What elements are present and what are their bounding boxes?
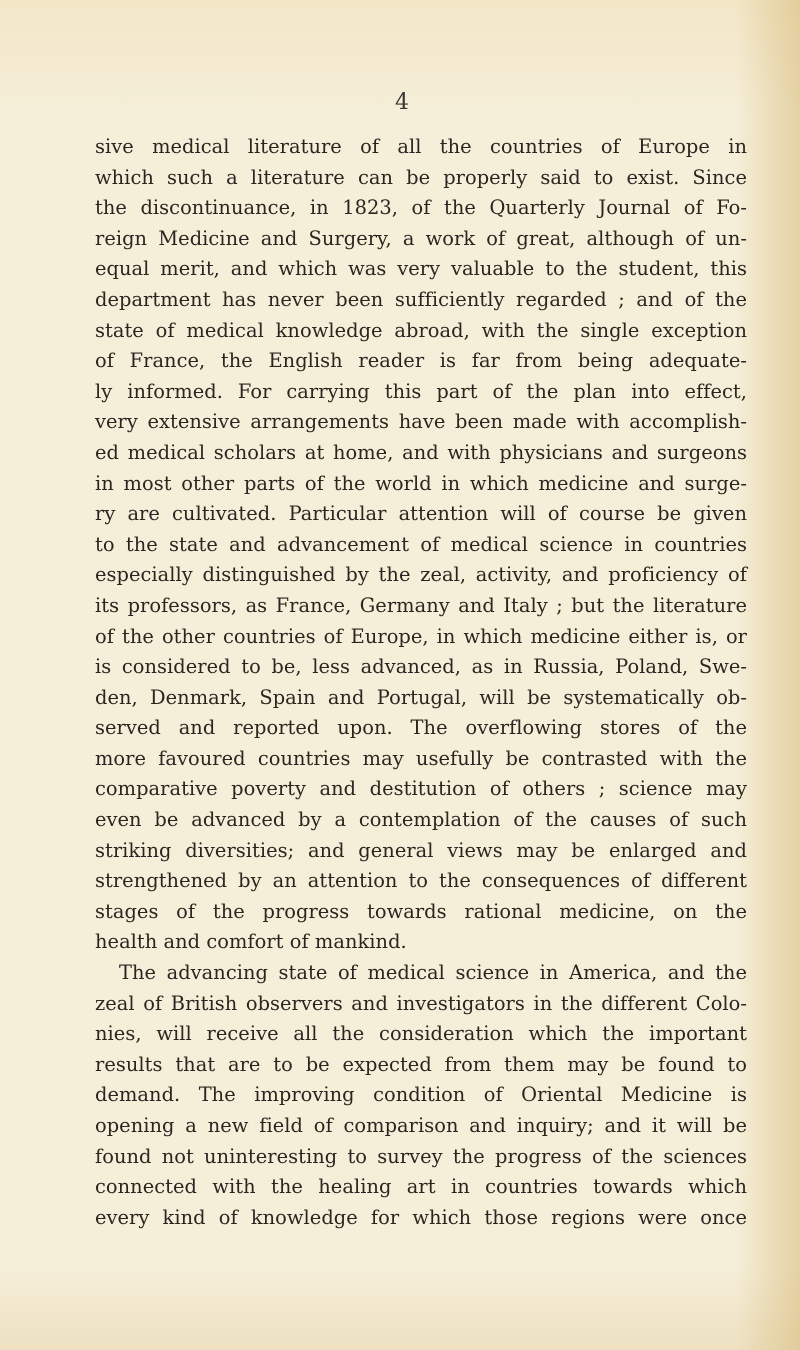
text-line: reign Medicine and Surgery, a work of great, although of un- (95, 226, 747, 250)
text-line: every kind of knowledge for which those regions were once (95, 1205, 747, 1229)
text-line: comparative poverty and destitution of others ; science may (95, 777, 747, 801)
text-line: sive medical literature of all the countries of Europe in (95, 135, 747, 158)
text-line: nies, will receive all the consideration which the important (95, 1022, 747, 1046)
text-line: of the other countries of Europe, in which medicine either is, or (95, 624, 747, 648)
text-line: very extensive arrangements have been made with accomplish- (95, 410, 747, 434)
text-line: the discontinuance, in 1823, of the Quarterly Journal of Fo- (95, 196, 747, 220)
text-line: more favoured countries may usefully be contrasted with the (95, 746, 747, 770)
text-line: ed medical scholars at home, and with physicians and surgeons (95, 440, 747, 464)
text-line: which such a literature can be properly said to exist. Since (95, 165, 747, 189)
text-line: health and comfort of mankind. (95, 930, 407, 954)
text-line: results that are to be expected from them may be found to (95, 1052, 747, 1076)
text-line: ry are cultivated. Particular attention will of course be given (95, 502, 747, 526)
text-line: demand. The improving condition of Oriental Medicine is (95, 1083, 747, 1107)
text-line: found not uninteresting to survey the progress of the sciences (95, 1144, 747, 1168)
text-line: department has never been sufficiently regarded ; and of the (95, 287, 747, 311)
text-line: stages of the progress towards rational medicine, on the (95, 899, 747, 923)
text-line: zeal of British observers and investigators in the different Colo- (95, 991, 747, 1015)
page-number: 4 (395, 90, 409, 115)
text-line: to the state and advancement of medical science in countries (95, 532, 747, 556)
body-text (95, 132, 747, 1233)
text-line: its professors, as France, Germany and Italy ; but the literature (95, 593, 747, 617)
text-line: especially distinguished by the zeal, activity, and proficiency of (95, 563, 747, 587)
text-line: den, Denmark, Spain and Portugal, will be systematically ob- (95, 685, 747, 709)
text-line: state of medical knowledge abroad, with the single exception (95, 318, 747, 342)
text-line: served and reported upon. The overflowing stores of the (95, 716, 747, 740)
text-line: of France, the English reader is far from being adequate- (95, 349, 747, 373)
text-line: opening a new field of comparison and inquiry; and it will be (95, 1114, 747, 1137)
text-line: The advancing state of medical science in America, and the (119, 961, 747, 985)
text-line: ly informed. For carrying this part of the plan into effect, (95, 379, 747, 403)
text-line: even be advanced by a contemplation of the causes of such (95, 808, 747, 832)
text-line: equal merit, and which was very valuable to the student, this (95, 257, 747, 281)
text-line: is considered to be, less advanced, as in Russia, Poland, Swe- (95, 655, 747, 679)
text-line: striking diversities; and general views may be enlarged and (95, 838, 747, 862)
text-line: strengthened by an attention to the consequences of different (95, 869, 747, 893)
text-line: connected with the healing art in countries towards which (95, 1175, 747, 1199)
text-line: in most other parts of the world in which medicine and surge- (95, 471, 747, 495)
